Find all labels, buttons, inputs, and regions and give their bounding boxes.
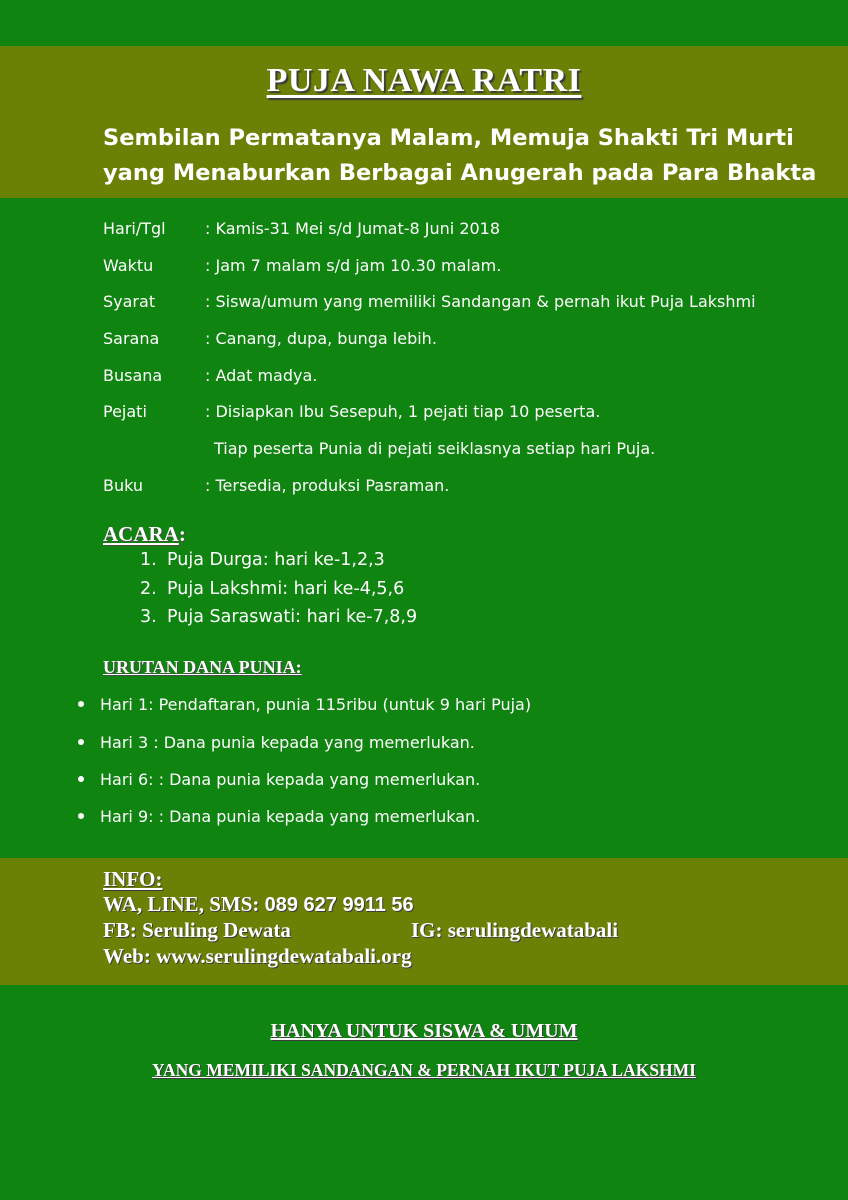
detail-value: : Canang, dupa, bunga lebih. [205, 329, 437, 348]
acara-heading [103, 522, 186, 547]
list-item-text: Hari 1: Pendaftaran, punia 115ribu (untuk 9 hari Puja) [100, 695, 532, 714]
list-item-text: Hari 6: : Dana punia kepada yang memerlukan. [100, 770, 481, 789]
list-item [78, 770, 480, 789]
detail-label: Waktu [103, 256, 154, 275]
detail-value: : Jam 7 malam s/d jam 10.30 malam. [205, 256, 502, 275]
list-item [78, 807, 480, 826]
detail-value: : Tersedia, produksi Pasraman. [205, 476, 450, 495]
acara-item-text: Puja Lakshmi: hari ke-4,5,6 [167, 579, 405, 599]
urutan-heading: URUTAN DANA PUNIA: [103, 657, 302, 677]
list-item [78, 733, 475, 752]
info-contact-number: 089 627 9911 56 [264, 894, 414, 916]
list-item-text: Hari 3 : Dana punia kepada yang memerlukan. [100, 733, 475, 752]
detail-value: : Disiapkan Ibu Sesepuh, 1 pejati tiap 10 peserta. [205, 402, 601, 421]
detail-label: Syarat [103, 292, 156, 311]
acara-heading-text: ACARA [103, 522, 179, 546]
subtitle-line-1: Sembilan Permatanya Malam, Memuja Shakti Tri Murti [103, 125, 794, 151]
acara-item-text: Puja Saraswati: hari ke-7,8,9 [167, 607, 418, 627]
detail-label: Hari/Tgl [103, 219, 166, 238]
bullet-icon [78, 701, 84, 707]
acara-item-number: 3. [140, 607, 157, 627]
detail-value: : Siswa/umum yang memiliki Sandangan & pernah ikut Puja Lakshmi [205, 292, 756, 311]
info-fb: FB: Seruling Dewata [103, 918, 291, 942]
acara-item-text: Puja Durga: hari ke-1,2,3 [167, 550, 385, 570]
acara-item-number: 2. [140, 579, 157, 599]
acara-item [140, 579, 404, 599]
info-ig: IG: serulingdewatabali [411, 918, 619, 942]
info-heading: INFO: [103, 867, 163, 891]
bullet-icon [78, 739, 84, 745]
info-contact [103, 892, 414, 917]
detail-label: Busana [103, 366, 163, 385]
info-social [103, 918, 619, 943]
detail-label: Buku [103, 476, 144, 495]
info-contact-label: WA, LINE, SMS: [103, 892, 265, 916]
acara-item [140, 550, 385, 570]
acara-heading-colon: : [178, 522, 186, 546]
detail-value: : Adat madya. [205, 366, 318, 385]
detail-label: Sarana [103, 329, 160, 348]
detail-value: Tiap peserta Punia di pejati seiklasnya setiap hari Puja. [214, 439, 656, 458]
bullet-icon [78, 813, 84, 819]
page-title: PUJA NAWA RATRI [266, 62, 582, 99]
info-web: Web: www.serulingdewatabali.org [103, 944, 412, 968]
list-item [78, 695, 531, 714]
footer-line-1: HANYA UNTUK SISWA & UMUM [270, 1020, 578, 1042]
footer-line-2: YANG MEMILIKI SANDANGAN & PERNAH IKUT PUJA LAKSHMI [151, 1060, 696, 1080]
acara-item-number: 1. [140, 550, 157, 570]
detail-label: Pejati [103, 402, 147, 421]
subtitle-line-2: yang Menaburkan Berbagai Anugerah pada Para Bhakta [103, 160, 817, 186]
detail-value: : Kamis-31 Mei s/d Jumat-8 Juni 2018 [205, 219, 501, 238]
bullet-icon [78, 776, 84, 782]
list-item-text: Hari 9: : Dana punia kepada yang memerlukan. [100, 807, 481, 826]
acara-item [140, 607, 417, 627]
